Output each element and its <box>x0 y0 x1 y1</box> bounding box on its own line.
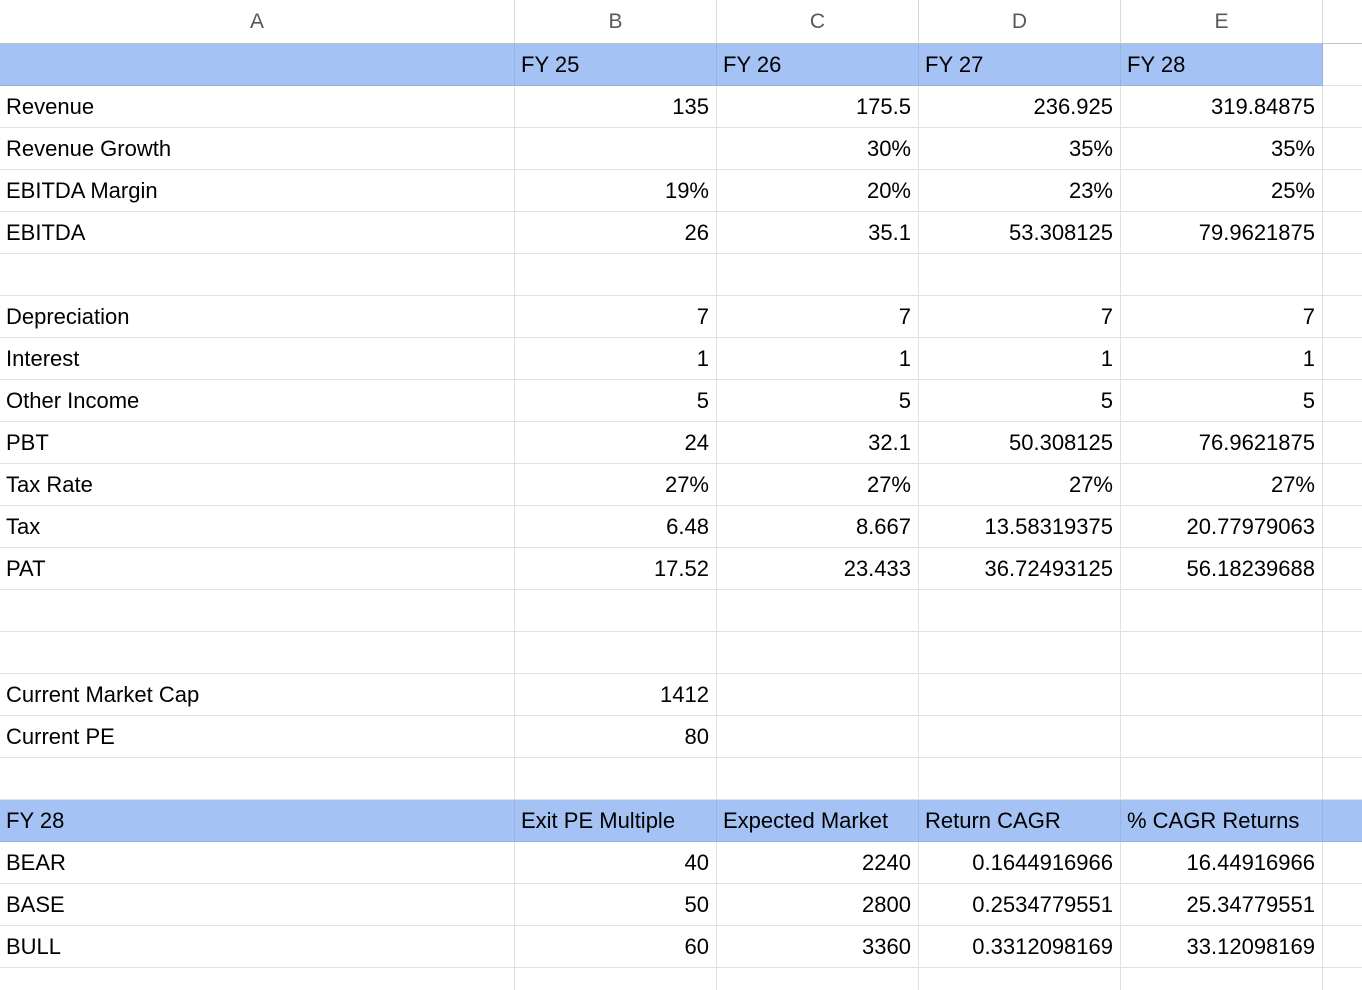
cell-C20[interactable]: 2240 <box>717 842 919 884</box>
cell-D5[interactable]: 53.308125 <box>919 212 1121 254</box>
cell-B3[interactable] <box>515 128 717 170</box>
cell-E20[interactable]: 16.44916966 <box>1121 842 1323 884</box>
cell-A12[interactable]: Tax <box>0 506 515 548</box>
cell-A7[interactable]: Depreciation <box>0 296 515 338</box>
cell-B17[interactable]: 80 <box>515 716 717 758</box>
cell-A15[interactable] <box>0 632 515 674</box>
sheet-row <box>0 926 1362 968</box>
cell-B8[interactable]: 1 <box>515 338 717 380</box>
cell-B15[interactable] <box>515 632 717 674</box>
cell-F4[interactable] <box>1323 170 1362 212</box>
cell-D22[interactable]: 0.3312098169 <box>919 926 1121 968</box>
column-header-F[interactable] <box>1323 0 1362 43</box>
sheet-row <box>0 212 1362 254</box>
cell-F15[interactable] <box>1323 632 1362 674</box>
cell-E3[interactable]: 35% <box>1121 128 1323 170</box>
cell-E14[interactable] <box>1121 590 1323 632</box>
cell-C9[interactable]: 5 <box>717 380 919 422</box>
cell-E18[interactable] <box>1121 758 1323 800</box>
cell-C13[interactable]: 23.433 <box>717 548 919 590</box>
cell-C10[interactable]: 32.1 <box>717 422 919 464</box>
sheet-row <box>0 506 1362 548</box>
column-header-A[interactable]: A <box>0 0 515 43</box>
cell-F18[interactable] <box>1323 758 1362 800</box>
sheet-row <box>0 86 1362 128</box>
cell-F3[interactable] <box>1323 128 1362 170</box>
cell-C6[interactable] <box>717 254 919 296</box>
cell-A17[interactable]: Current PE <box>0 716 515 758</box>
cell-C5[interactable]: 35.1 <box>717 212 919 254</box>
cell-C1[interactable]: FY 26 <box>717 44 919 86</box>
cell-E7[interactable]: 7 <box>1121 296 1323 338</box>
column-header-row <box>0 0 1362 44</box>
cell-B1[interactable]: FY 25 <box>515 44 717 86</box>
sheet-row <box>0 170 1362 212</box>
cell-A8[interactable]: Interest <box>0 338 515 380</box>
sheet-row <box>0 842 1362 884</box>
sheet-row <box>0 296 1362 338</box>
sheet-grid <box>0 44 1362 990</box>
cell-C22[interactable]: 3360 <box>717 926 919 968</box>
cell-A2[interactable]: Revenue <box>0 86 515 128</box>
cell-F8[interactable] <box>1323 338 1362 380</box>
cell-F9[interactable] <box>1323 380 1362 422</box>
cell-B14[interactable] <box>515 590 717 632</box>
cell-C2[interactable]: 175.5 <box>717 86 919 128</box>
cell-B22[interactable]: 60 <box>515 926 717 968</box>
cell-D16[interactable] <box>919 674 1121 716</box>
cell-B16[interactable]: 1412 <box>515 674 717 716</box>
cell-A22[interactable]: BULL <box>0 926 515 968</box>
cell-C23[interactable] <box>717 968 919 990</box>
cell-D10[interactable]: 50.308125 <box>919 422 1121 464</box>
cell-B21[interactable]: 50 <box>515 884 717 926</box>
cell-D15[interactable] <box>919 632 1121 674</box>
cell-D20[interactable]: 0.1644916966 <box>919 842 1121 884</box>
sheet-row <box>0 254 1362 296</box>
cell-B6[interactable] <box>515 254 717 296</box>
sheet-row <box>0 884 1362 926</box>
cell-E1[interactable]: FY 28 <box>1121 44 1323 86</box>
cell-B2[interactable]: 135 <box>515 86 717 128</box>
column-header-C[interactable]: C <box>717 0 919 43</box>
cell-F6[interactable] <box>1323 254 1362 296</box>
cell-B12[interactable]: 6.48 <box>515 506 717 548</box>
cell-A5[interactable]: EBITDA <box>0 212 515 254</box>
cell-D23[interactable] <box>919 968 1121 990</box>
cell-D6[interactable] <box>919 254 1121 296</box>
cell-B18[interactable] <box>515 758 717 800</box>
cell-A14[interactable] <box>0 590 515 632</box>
cell-C18[interactable] <box>717 758 919 800</box>
cell-C3[interactable]: 30% <box>717 128 919 170</box>
cell-D2[interactable]: 236.925 <box>919 86 1121 128</box>
cell-F2[interactable] <box>1323 86 1362 128</box>
cell-F16[interactable] <box>1323 674 1362 716</box>
cell-D17[interactable] <box>919 716 1121 758</box>
cell-E11[interactable]: 27% <box>1121 464 1323 506</box>
cell-F19[interactable] <box>1323 800 1362 842</box>
cell-B4[interactable]: 19% <box>515 170 717 212</box>
cell-F13[interactable] <box>1323 548 1362 590</box>
cell-C8[interactable]: 1 <box>717 338 919 380</box>
sheet-row <box>0 380 1362 422</box>
cell-E5[interactable]: 79.9621875 <box>1121 212 1323 254</box>
sheet-row <box>0 716 1362 758</box>
cell-A4[interactable]: EBITDA Margin <box>0 170 515 212</box>
column-header-E[interactable]: E <box>1121 0 1323 43</box>
cell-A21[interactable]: BASE <box>0 884 515 926</box>
cell-D21[interactable]: 0.2534779551 <box>919 884 1121 926</box>
cell-D7[interactable]: 7 <box>919 296 1121 338</box>
cell-E15[interactable] <box>1121 632 1323 674</box>
cell-D4[interactable]: 23% <box>919 170 1121 212</box>
cell-D13[interactable]: 36.72493125 <box>919 548 1121 590</box>
cell-A9[interactable]: Other Income <box>0 380 515 422</box>
cell-F23[interactable] <box>1323 968 1362 990</box>
cell-D19[interactable]: Return CAGR <box>919 800 1121 842</box>
cell-C19[interactable]: Expected Market <box>717 800 919 842</box>
cell-F11[interactable] <box>1323 464 1362 506</box>
cell-A16[interactable]: Current Market Cap <box>0 674 515 716</box>
cell-F12[interactable] <box>1323 506 1362 548</box>
cell-B20[interactable]: 40 <box>515 842 717 884</box>
sheet-row <box>0 590 1362 632</box>
cell-A6[interactable] <box>0 254 515 296</box>
cell-A13[interactable]: PAT <box>0 548 515 590</box>
cell-F21[interactable] <box>1323 884 1362 926</box>
cell-E4[interactable]: 25% <box>1121 170 1323 212</box>
cell-C15[interactable] <box>717 632 919 674</box>
sheet-row <box>0 338 1362 380</box>
cell-A3[interactable]: Revenue Growth <box>0 128 515 170</box>
cell-D11[interactable]: 27% <box>919 464 1121 506</box>
cell-F22[interactable] <box>1323 926 1362 968</box>
cell-A18[interactable] <box>0 758 515 800</box>
cell-B7[interactable]: 7 <box>515 296 717 338</box>
sheet-row <box>0 674 1362 716</box>
cell-D18[interactable] <box>919 758 1121 800</box>
cell-A19[interactable]: FY 28 <box>0 800 515 842</box>
cell-D14[interactable] <box>919 590 1121 632</box>
column-header-D[interactable]: D <box>919 0 1121 43</box>
cell-B23[interactable] <box>515 968 717 990</box>
cell-F17[interactable] <box>1323 716 1362 758</box>
sheet-row <box>0 800 1362 842</box>
cell-E10[interactable]: 76.9621875 <box>1121 422 1323 464</box>
cell-C11[interactable]: 27% <box>717 464 919 506</box>
cell-E22[interactable]: 33.12098169 <box>1121 926 1323 968</box>
cell-E16[interactable] <box>1121 674 1323 716</box>
cell-E21[interactable]: 25.34779551 <box>1121 884 1323 926</box>
cell-E2[interactable]: 319.84875 <box>1121 86 1323 128</box>
column-header-B[interactable]: B <box>515 0 717 43</box>
cell-F10[interactable] <box>1323 422 1362 464</box>
cell-D1[interactable]: FY 27 <box>919 44 1121 86</box>
cell-C7[interactable]: 7 <box>717 296 919 338</box>
sheet-row <box>0 422 1362 464</box>
cell-D3[interactable]: 35% <box>919 128 1121 170</box>
sheet-row <box>0 758 1362 800</box>
sheet-row <box>0 968 1362 990</box>
cell-B11[interactable]: 27% <box>515 464 717 506</box>
cell-B19[interactable]: Exit PE Multiple <box>515 800 717 842</box>
cell-F14[interactable] <box>1323 590 1362 632</box>
cell-E6[interactable] <box>1121 254 1323 296</box>
cell-B13[interactable]: 17.52 <box>515 548 717 590</box>
cell-F1[interactable] <box>1323 44 1362 86</box>
cell-C4[interactable]: 20% <box>717 170 919 212</box>
cell-E19[interactable]: % CAGR Returns <box>1121 800 1323 842</box>
cell-B5[interactable]: 26 <box>515 212 717 254</box>
cell-F5[interactable] <box>1323 212 1362 254</box>
cell-D9[interactable]: 5 <box>919 380 1121 422</box>
cell-C17[interactable] <box>717 716 919 758</box>
cell-D12[interactable]: 13.58319375 <box>919 506 1121 548</box>
cell-E17[interactable] <box>1121 716 1323 758</box>
cell-E9[interactable]: 5 <box>1121 380 1323 422</box>
cell-E12[interactable]: 20.77979063 <box>1121 506 1323 548</box>
cell-E23[interactable] <box>1121 968 1323 990</box>
cell-C16[interactable] <box>717 674 919 716</box>
sheet-row <box>0 44 1362 86</box>
cell-A1[interactable] <box>0 44 515 86</box>
sheet-row <box>0 632 1362 674</box>
cell-E8[interactable]: 1 <box>1121 338 1323 380</box>
cell-C12[interactable]: 8.667 <box>717 506 919 548</box>
sheet-row <box>0 548 1362 590</box>
cell-F7[interactable] <box>1323 296 1362 338</box>
cell-D8[interactable]: 1 <box>919 338 1121 380</box>
cell-B10[interactable]: 24 <box>515 422 717 464</box>
cell-A11[interactable]: Tax Rate <box>0 464 515 506</box>
cell-C21[interactable]: 2800 <box>717 884 919 926</box>
cell-F20[interactable] <box>1323 842 1362 884</box>
cell-A23[interactable] <box>0 968 515 990</box>
sheet-row <box>0 464 1362 506</box>
cell-A10[interactable]: PBT <box>0 422 515 464</box>
cell-E13[interactable]: 56.18239688 <box>1121 548 1323 590</box>
cell-A20[interactable]: BEAR <box>0 842 515 884</box>
cell-B9[interactable]: 5 <box>515 380 717 422</box>
cell-C14[interactable] <box>717 590 919 632</box>
sheet-row <box>0 128 1362 170</box>
